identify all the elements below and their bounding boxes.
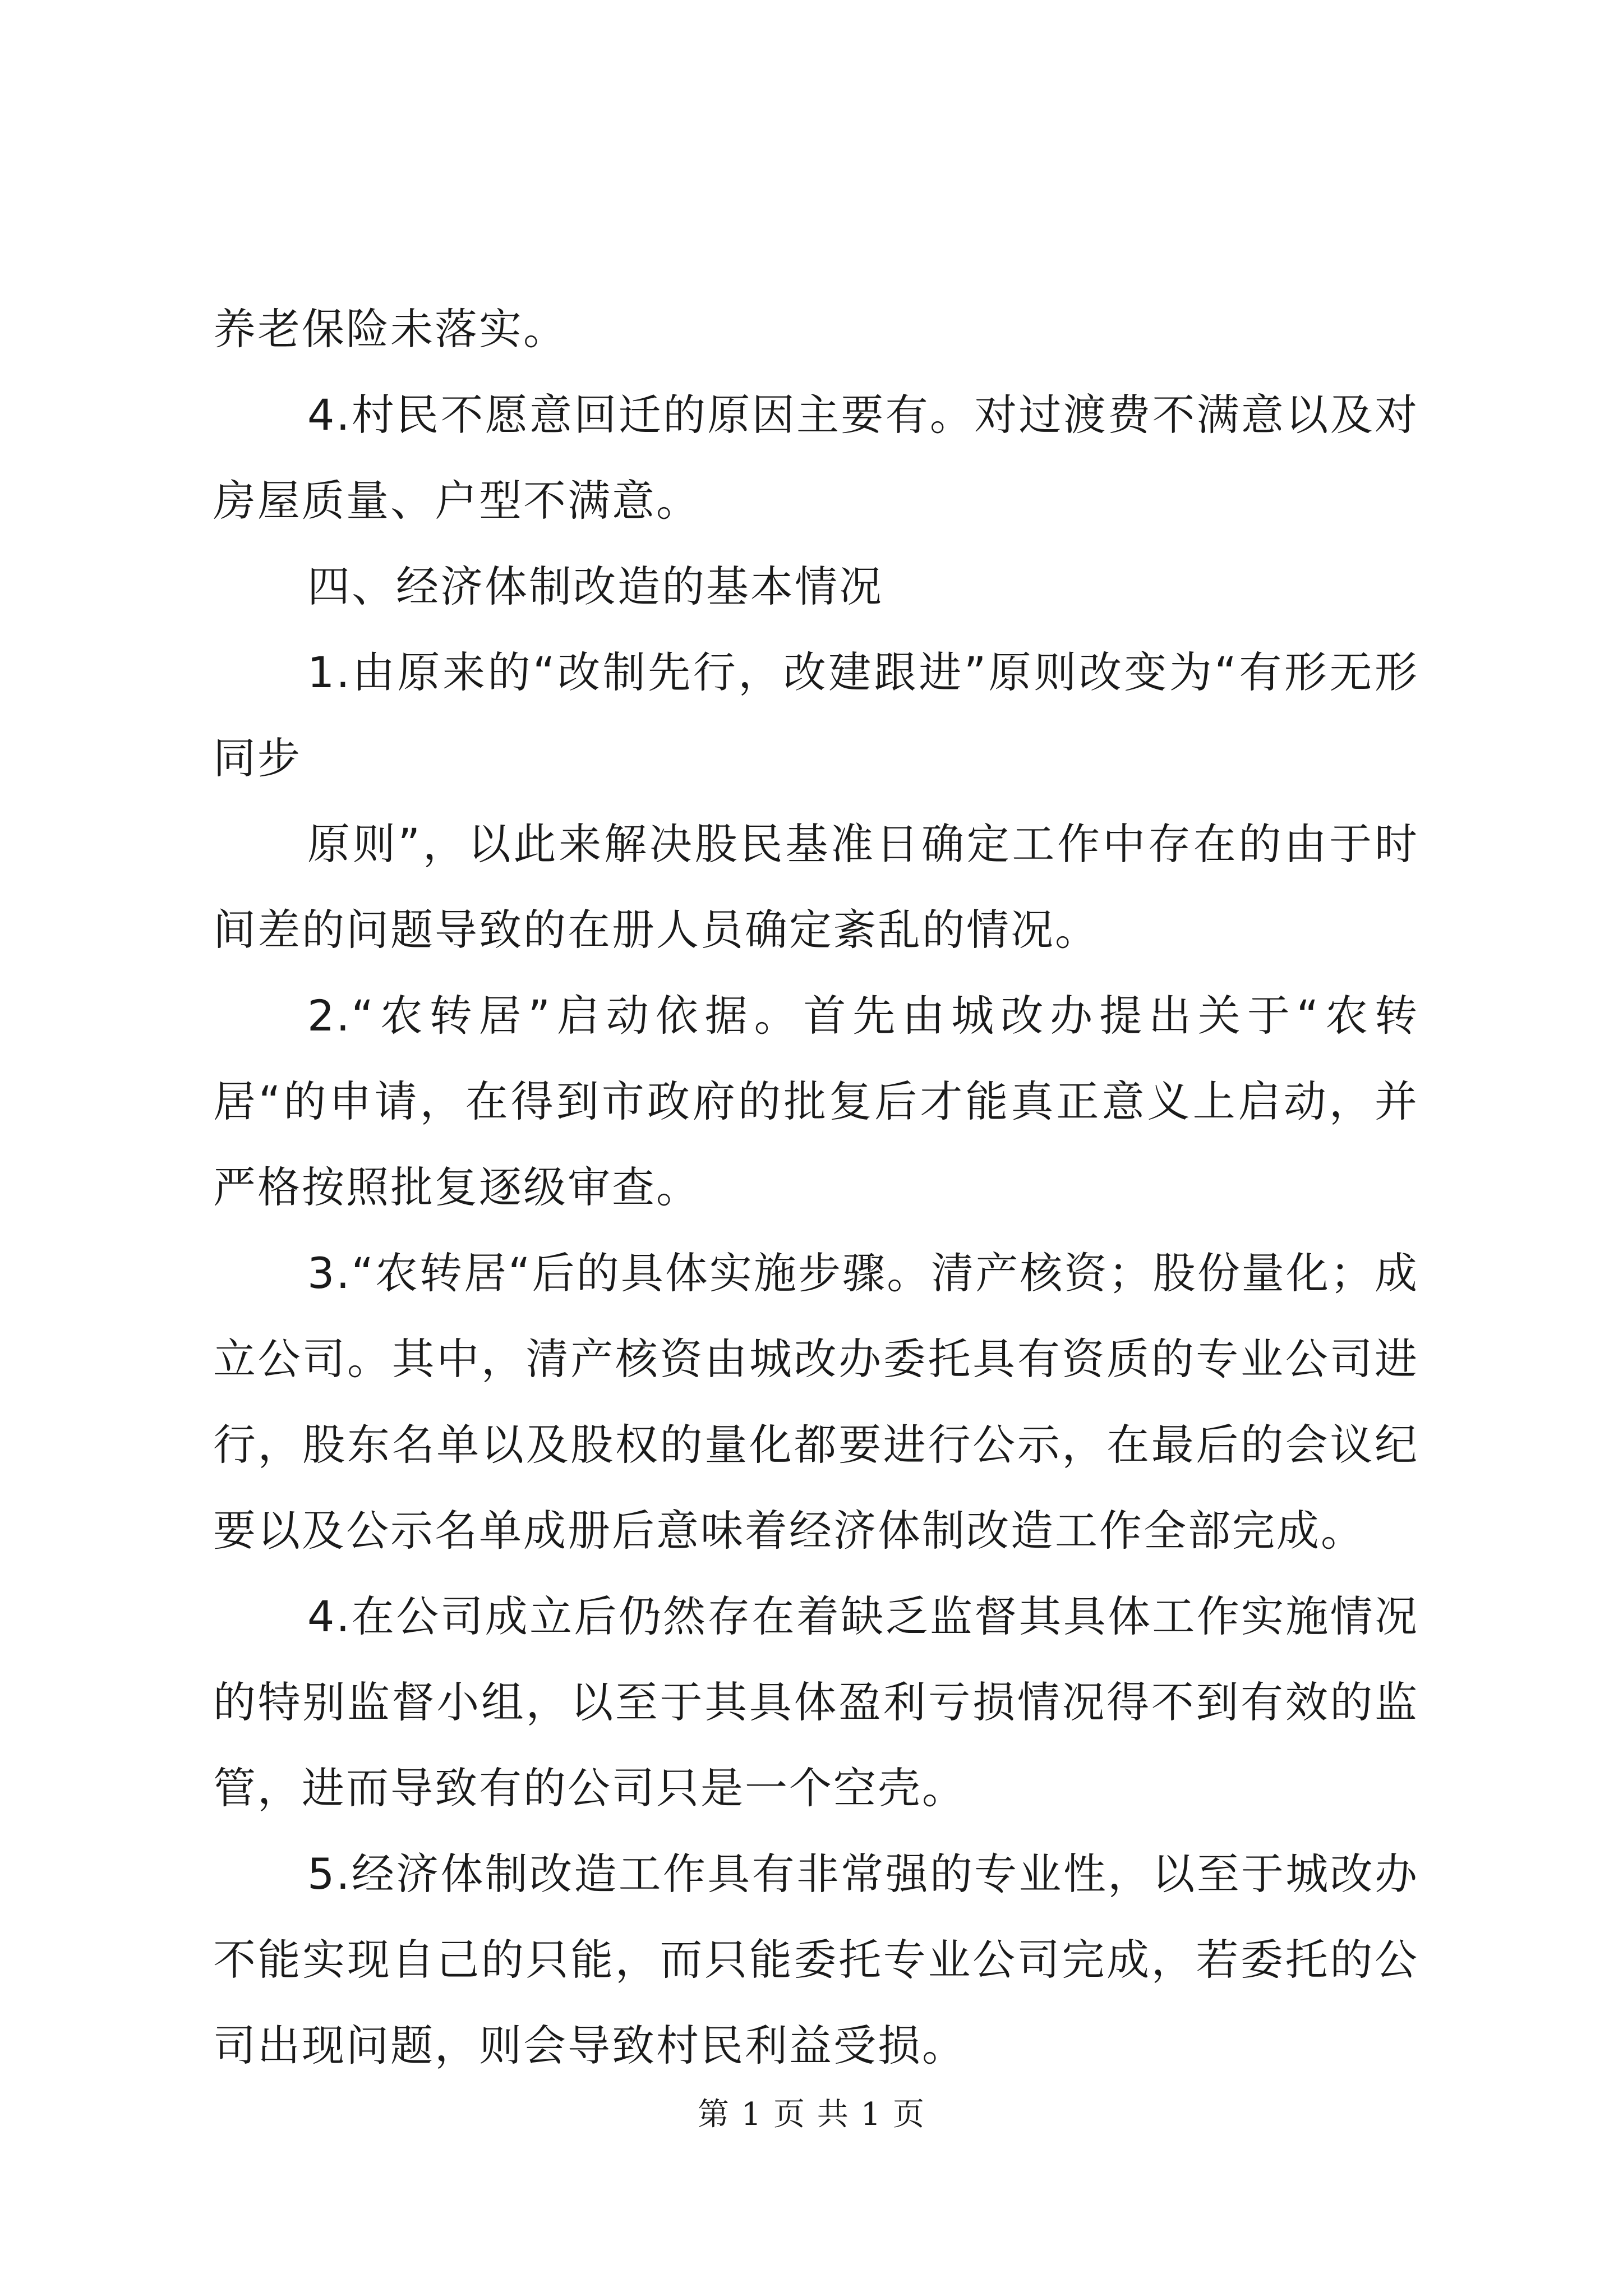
paragraph: 原则”，以此来解决股民基准日确定工作中存在的由于时间差的问题导致的在册人员确定紊乱的情况。 (213, 819, 1419, 955)
paragraph: 2.“农转居”启动依据。首先由城改办提出关于“农转居“的申请，在得到市政府的批复后才能真正意义上启动，并严格按照批复逐级审查。 (213, 991, 1419, 1212)
paragraph: 1.由原来的“改制先行，改建跟进”原则改变为“有形无形同步 (213, 647, 1419, 783)
section-heading: 四、经济体制改造的基本情况 (307, 562, 883, 611)
paragraph: 4.在公司成立后仍然存在着缺乏监督其具体工作实施情况的特别监督小组，以至于其具体盈利亏损情况得不到有效的监管，进而导致有的公司只是一个空壳。 (213, 1591, 1419, 1813)
paragraph: 4.村民不愿意回迁的原因主要有。对过渡费不满意以及对房屋质量、户型不满意。 (213, 390, 1419, 526)
document-body (213, 286, 1419, 2088)
page-number-footer: 第 1 页 共 1 页 (697, 2096, 926, 2133)
paragraph: 5.经济体制改造工作具有非常强的专业性，以至于城改办不能实现自己的只能，而只能委托专业公司完成，若委托的公司出现问题，则会导致村民利益受损。 (213, 1849, 1419, 2070)
paragraph: 3.“农转居“后的具体实施步骤。清产核资；股份量化；成立公司。其中，清产核资由城改办委托具有资质的专业公司进行，股东名单以及股权的量化都要进行公示，在最后的会议纪要以及公示名单成册后意味着经济体制改造工作全部完成。 (213, 1248, 1419, 1556)
paragraph: 养老保险未落实。 (213, 304, 568, 354)
